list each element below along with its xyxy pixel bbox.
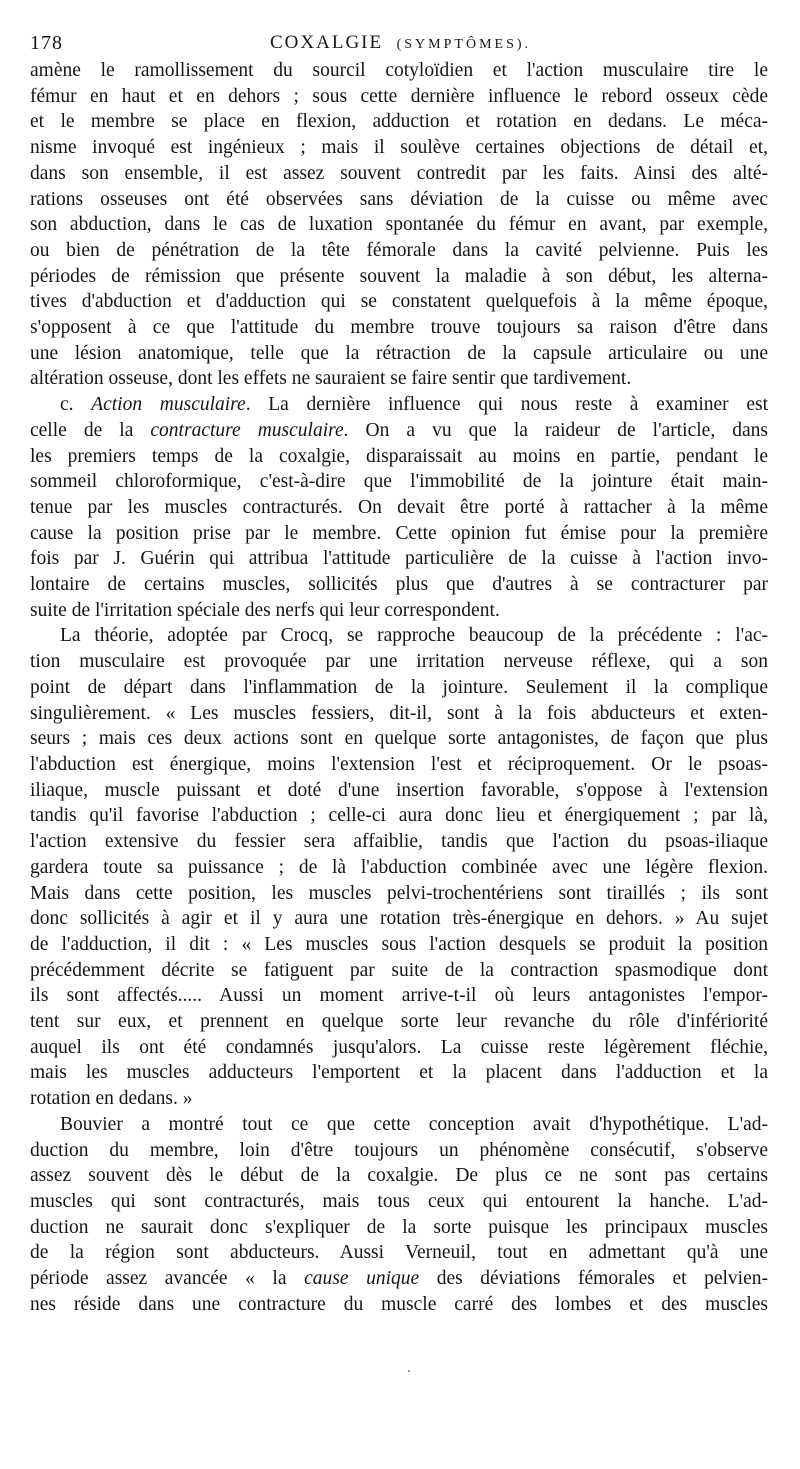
text-line: seurs ; mais ces deux actions sont en quelque sorte antagonistes, de façon que plus: [30, 728, 768, 750]
text-line: donc sollicités à agir et il y aura une rotation très-énergique en dehors. » Au sujet: [30, 908, 768, 930]
text-line-section-start: c. Action musculaire. La dernière influence qui nous reste à examiner est: [60, 394, 768, 416]
text-line: point de départ dans l'inflammation de la jointure. Seulement il la complique: [30, 676, 768, 698]
text-line: fois par J. Guérin qui attribua l'attitude particulière de la cuisse à l'action invo-: [30, 548, 768, 570]
text-line: nes réside dans une contracture du muscle carré des lombes et des muscles: [30, 1293, 768, 1315]
text-line: gardera toute sa puissance ; de là l'abduction combinée avec une légère flexion.: [30, 856, 768, 878]
text-line: nisme invoqué est ingénieux ; mais il soulève certaines objections de détail et,: [30, 137, 768, 159]
text-line: ils sont affectés..... Aussi un moment arrive-t-il où leurs antagonistes l'empor-: [30, 985, 768, 1007]
running-head: [30, 28, 768, 58]
paragraph-continuation: [30, 58, 768, 392]
text-line: cause la position prise par le membre. Cette opinion fut émise pour la première: [30, 522, 768, 544]
italic-phrase: cause unique: [304, 1268, 420, 1290]
paragraph-theorie-crocq: [30, 623, 768, 1111]
print-speck: [408, 1370, 410, 1372]
text-line: l'action extensive du fessier sera affaiblie, tandis que l'action du psoas-iliaque: [30, 831, 768, 853]
text-line: son abduction, dans le cas de luxation spontanée du fémur en avant, par exemple,: [30, 214, 768, 236]
text-line: celle de la contracture musculaire. On a vu que la raideur de l'article, dans: [30, 419, 768, 441]
running-title-subtitle: (SYMPTÔMES).: [396, 37, 532, 52]
text-line: période assez avancée « la cause unique des déviations fémorales et pelvien-: [30, 1268, 768, 1290]
text-line: de l'adduction, il dit : « Les muscles sous l'action desquels se produit la position: [30, 933, 768, 955]
book-page: [30, 28, 768, 1317]
text-line: assez souvent dès le début de la coxalgie. De plus ce ne sont pas certains: [30, 1165, 768, 1187]
text-line: les premiers temps de la coxalgie, disparaissait au moins en partie, pendant le: [30, 445, 768, 467]
text-line: duction du membre, loin d'être toujours un phénomène consécutif, s'observe: [30, 1139, 768, 1161]
text-line: Bouvier a montré tout ce que cette conception avait d'hypothétique. L'ad-: [60, 1113, 768, 1135]
text-line: altération osseuse, dont les effets ne sauraient se faire sentir que tardivement.: [30, 368, 632, 390]
text-line: l'abduction est énergique, moins l'extension l'est et réciproquement. Or le psoas-: [30, 753, 768, 775]
text-line: duction ne saurait donc s'expliquer de la sorte puisque les principaux muscles: [30, 1216, 768, 1238]
running-title-main: COXALGIE: [270, 32, 384, 53]
text-line: tenue par les muscles contracturés. On devait être porté à rattacher à la même: [30, 496, 768, 518]
text-line: ou bien de pénétration de la tête fémorale dans la cavité pelvienne. Puis les: [30, 239, 768, 261]
italic-phrase: contracture musculaire: [150, 419, 344, 441]
text-line: s'opposent à ce que l'attitude du membre trouve toujours sa raison d'être dans: [30, 317, 768, 339]
text-line: suite de l'irritation spéciale des nerfs qui leur correspondent.: [30, 599, 500, 621]
page-number: 178: [30, 32, 63, 54]
text-line: lontaire de certains muscles, sollicités plus que d'autres à se contracturer par: [30, 574, 768, 596]
text-line: amène le ramollissement du sourcil cotyloïdien et l'action musculaire tire le: [30, 60, 768, 81]
running-title: [270, 32, 531, 54]
text-line: de la région sont abducteurs. Aussi Verneuil, tout en admettant qu'à une: [30, 1242, 768, 1264]
italic-phrase: Action musculaire: [91, 394, 246, 416]
text-line: Mais dans cette position, les muscles pelvi-trochentériens sont tiraillés ; ils sont: [30, 882, 768, 904]
text-line: et le membre se place en flexion, adduction et rotation en dedans. Le méca-: [30, 111, 768, 133]
text-line: dans son ensemble, il est assez souvent contredit par les faits. Ainsi des alté-: [30, 162, 768, 184]
text-line: tives d'abduction et d'adduction qui se constatent quelquefois à la même époque,: [30, 291, 768, 313]
text-line: iliaque, muscle puissant et doté d'une insertion favorable, s'oppose à l'extension: [30, 779, 768, 801]
text-line: muscles qui sont contracturés, mais tous ceux qui entourent la hanche. L'ad-: [30, 1190, 768, 1212]
paragraph-action-musculaire: [30, 392, 768, 623]
text-line: fémur en haut et en dehors ; sous cette dernière influence le rebord osseux cède: [30, 85, 768, 107]
text-line: mais les muscles adducteurs l'emportent et la placent dans l'adduction et la: [30, 1062, 768, 1084]
text-line: une lésion anatomique, telle que la rétraction de la capsule articulaire ou une: [30, 342, 768, 364]
text-line: périodes de rémission que présente souvent la maladie à son début, les alterna-: [30, 265, 768, 287]
text-line: tandis qu'il favorise l'abduction ; celle-ci aura donc lieu et énergiquement ; par là,: [30, 805, 768, 827]
text-line: sommeil chloroformique, c'est-à-dire que l'immobilité de la jointure était main-: [30, 471, 768, 493]
text-line: singulièrement. « Les muscles fessiers, dit-il, sont à la fois abducteurs et exten-: [30, 702, 768, 724]
text-line: rations osseuses ont été observées sans déviation de la cuisse ou même avec: [30, 188, 768, 210]
text-line: rotation en dedans. »: [30, 1088, 193, 1110]
paragraph-bouvier: [30, 1112, 768, 1318]
text-line: La théorie, adoptée par Crocq, se rapproche beaucoup de la précédente : l'ac-: [60, 625, 768, 647]
text-line: tion musculaire est provoquée par une irritation nerveuse réflexe, qui a son: [30, 651, 768, 673]
text-line: précédemment décrite se fatiguent par suite de la contraction spasmodique dont: [30, 959, 768, 981]
text-line: tent sur eux, et prennent en quelque sorte leur revanche du rôle d'infériorité: [30, 1011, 768, 1033]
text-line: auquel ils ont été condamnés jusqu'alors. La cuisse reste légèrement fléchie,: [30, 1036, 768, 1058]
